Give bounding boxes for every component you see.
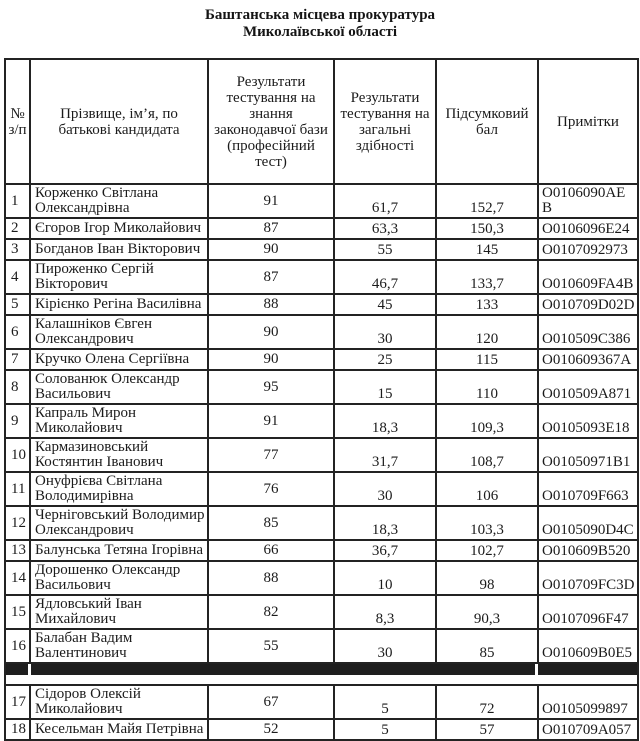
- table-row: [5, 685, 638, 719]
- total-score-cell: 108,7: [436, 438, 538, 472]
- total-score-cell: 115: [436, 349, 538, 370]
- note-cell: O010609367A: [538, 349, 638, 370]
- candidate-name-cell: Кесельман Майя Петрівна: [30, 719, 208, 740]
- table-row: [5, 472, 638, 506]
- ability-test-score-cell: 55: [334, 239, 436, 260]
- col-header-number: № з/п: [5, 59, 30, 184]
- page-title: [0, 7, 640, 41]
- note-cell: O010609B520: [538, 540, 638, 561]
- ability-test-score-cell: 5: [334, 719, 436, 740]
- law-test-score-cell: 90: [208, 349, 334, 370]
- total-score-cell: 102,7: [436, 540, 538, 561]
- table-row: [5, 218, 638, 239]
- table-row: [5, 370, 638, 404]
- note-cell: O0106096E24: [538, 218, 638, 239]
- total-score-cell: 133,7: [436, 260, 538, 294]
- law-test-score-cell: 76: [208, 472, 334, 506]
- note-cell: O010609FA4B: [538, 260, 638, 294]
- candidate-name-cell: Корженко Світлана Олександрівна: [30, 184, 208, 218]
- ability-test-score-cell: 36,7: [334, 540, 436, 561]
- table-row: [5, 260, 638, 294]
- law-test-score-cell: 88: [208, 561, 334, 595]
- table-row: [5, 294, 638, 315]
- total-score-cell: 110: [436, 370, 538, 404]
- total-score-cell: 109,3: [436, 404, 538, 438]
- table-row: [5, 184, 638, 218]
- note-cell: O0105099897: [538, 685, 638, 719]
- note-cell: O010709A057: [538, 719, 638, 740]
- total-score-cell: 133: [436, 294, 538, 315]
- table-row: [5, 540, 638, 561]
- candidate-name-cell: Балабан Вадим Валентинович: [30, 629, 208, 663]
- row-number-cell: 16: [5, 629, 30, 663]
- document-page: [0, 7, 640, 741]
- law-test-score-cell: 91: [208, 184, 334, 218]
- law-test-score-cell: 67: [208, 685, 334, 719]
- ability-test-score-cell: 15: [334, 370, 436, 404]
- row-number-cell: 18: [5, 719, 30, 740]
- table-row: [5, 719, 638, 740]
- candidate-name-cell: Онуфрієва Світлана Володимирівна: [30, 472, 208, 506]
- redaction-bar: [6, 664, 637, 675]
- note-cell: O01050971B1: [538, 438, 638, 472]
- candidate-name-cell: Ядловський Іван Михайлович: [30, 595, 208, 629]
- row-number-cell: 14: [5, 561, 30, 595]
- table-row: [5, 349, 638, 370]
- ability-test-score-cell: 30: [334, 315, 436, 349]
- ability-test-score-cell: 63,3: [334, 218, 436, 239]
- candidate-name-cell: Єгоров Ігор Миколайович: [30, 218, 208, 239]
- note-cell: O010609B0E5: [538, 629, 638, 663]
- row-number-cell: 11: [5, 472, 30, 506]
- col-header-ability-test-score: Результати тестування на загальні здібності: [334, 59, 436, 184]
- law-test-score-cell: 90: [208, 239, 334, 260]
- total-score-cell: 103,3: [436, 506, 538, 540]
- candidate-name-cell: Богданов Іван Вікторович: [30, 239, 208, 260]
- note-cell: O010509A871: [538, 370, 638, 404]
- row-number-cell: 8: [5, 370, 30, 404]
- note-cell: O010709F663: [538, 472, 638, 506]
- candidate-name-cell: Капраль Мирон Миколайович: [30, 404, 208, 438]
- note-cell: O0106090AEB: [538, 184, 638, 218]
- candidate-name-cell: Калашніков Євген Олександрович: [30, 315, 208, 349]
- note-cell: O010709FC3D: [538, 561, 638, 595]
- candidate-name-cell: Черніговський Володимир Олександрович: [30, 506, 208, 540]
- candidate-name-cell: Кручко Олена Сергіївна: [30, 349, 208, 370]
- row-number-cell: 3: [5, 239, 30, 260]
- law-test-score-cell: 87: [208, 260, 334, 294]
- table-row: [5, 561, 638, 595]
- law-test-score-cell: 87: [208, 218, 334, 239]
- law-test-score-cell: 82: [208, 595, 334, 629]
- row-number-cell: 9: [5, 404, 30, 438]
- law-test-score-cell: 88: [208, 294, 334, 315]
- note-cell: O0105093E18: [538, 404, 638, 438]
- row-number-cell: 6: [5, 315, 30, 349]
- ability-test-score-cell: 10: [334, 561, 436, 595]
- redacted-cell: [5, 663, 638, 685]
- law-test-score-cell: 52: [208, 719, 334, 740]
- candidate-name-cell: Сідоров Олексій Миколайович: [30, 685, 208, 719]
- table-row: [5, 629, 638, 663]
- ability-test-score-cell: 5: [334, 685, 436, 719]
- law-test-score-cell: 85: [208, 506, 334, 540]
- row-number-cell: 12: [5, 506, 30, 540]
- ability-test-score-cell: 45: [334, 294, 436, 315]
- row-number-cell: 17: [5, 685, 30, 719]
- law-test-score-cell: 77: [208, 438, 334, 472]
- ability-test-score-cell: 31,7: [334, 438, 436, 472]
- total-score-cell: 145: [436, 239, 538, 260]
- table-row: [5, 404, 638, 438]
- col-header-law-test-score: Результати тестування на знання законодавчої бази (професійний тест): [208, 59, 334, 184]
- note-cell: O0107092973: [538, 239, 638, 260]
- table-row: [5, 239, 638, 260]
- row-number-cell: 7: [5, 349, 30, 370]
- total-score-cell: 120: [436, 315, 538, 349]
- ability-test-score-cell: 61,7: [334, 184, 436, 218]
- row-number-cell: 1: [5, 184, 30, 218]
- ability-test-score-cell: 18,3: [334, 404, 436, 438]
- note-cell: O010509C386: [538, 315, 638, 349]
- candidate-name-cell: Балунська Тетяна Ігорівна: [30, 540, 208, 561]
- title-line-1: Баштанська місцева прокуратура: [204, 7, 436, 23]
- table-row: [5, 595, 638, 629]
- table-row: [5, 315, 638, 349]
- note-cell: O0107096F47: [538, 595, 638, 629]
- total-score-cell: 90,3: [436, 595, 538, 629]
- row-number-cell: 2: [5, 218, 30, 239]
- total-score-cell: 106: [436, 472, 538, 506]
- redacted-row: [5, 663, 638, 685]
- ability-test-score-cell: 30: [334, 629, 436, 663]
- ability-test-score-cell: 25: [334, 349, 436, 370]
- law-test-score-cell: 66: [208, 540, 334, 561]
- row-number-cell: 15: [5, 595, 30, 629]
- ability-test-score-cell: 30: [334, 472, 436, 506]
- ability-test-score-cell: 46,7: [334, 260, 436, 294]
- total-score-cell: 152,7: [436, 184, 538, 218]
- table-row: [5, 438, 638, 472]
- candidate-name-cell: Солованюк Олександр Васильович: [30, 370, 208, 404]
- row-number-cell: 10: [5, 438, 30, 472]
- total-score-cell: 150,3: [436, 218, 538, 239]
- law-test-score-cell: 55: [208, 629, 334, 663]
- header-row: [5, 59, 638, 184]
- note-cell: O010709D02D: [538, 294, 638, 315]
- ability-test-score-cell: 18,3: [334, 506, 436, 540]
- col-header-candidate-name: Прізвище, ім’я, по батькові кандидата: [30, 59, 208, 184]
- law-test-score-cell: 91: [208, 404, 334, 438]
- table-row: [5, 506, 638, 540]
- total-score-cell: 98: [436, 561, 538, 595]
- total-score-cell: 72: [436, 685, 538, 719]
- results-table: [4, 58, 639, 741]
- ability-test-score-cell: 8,3: [334, 595, 436, 629]
- col-header-notes: Примітки: [538, 59, 638, 184]
- note-cell: O0105090D4C: [538, 506, 638, 540]
- candidate-name-cell: Пироженко Сергій Вікторович: [30, 260, 208, 294]
- candidate-name-cell: Кірієнко Регіна Василівна: [30, 294, 208, 315]
- row-number-cell: 13: [5, 540, 30, 561]
- total-score-cell: 85: [436, 629, 538, 663]
- law-test-score-cell: 95: [208, 370, 334, 404]
- col-header-total-score: Підсумковий бал: [436, 59, 538, 184]
- row-number-cell: 4: [5, 260, 30, 294]
- candidate-name-cell: Кармазиновський Костянтин Іванович: [30, 438, 208, 472]
- total-score-cell: 57: [436, 719, 538, 740]
- redaction-bar-gap: [28, 664, 31, 675]
- law-test-score-cell: 90: [208, 315, 334, 349]
- candidate-name-cell: Дорошенко Олександр Васильович: [30, 561, 208, 595]
- redaction-bar-gap: [535, 664, 538, 675]
- title-line-2: Миколаївської області: [242, 24, 398, 40]
- row-number-cell: 5: [5, 294, 30, 315]
